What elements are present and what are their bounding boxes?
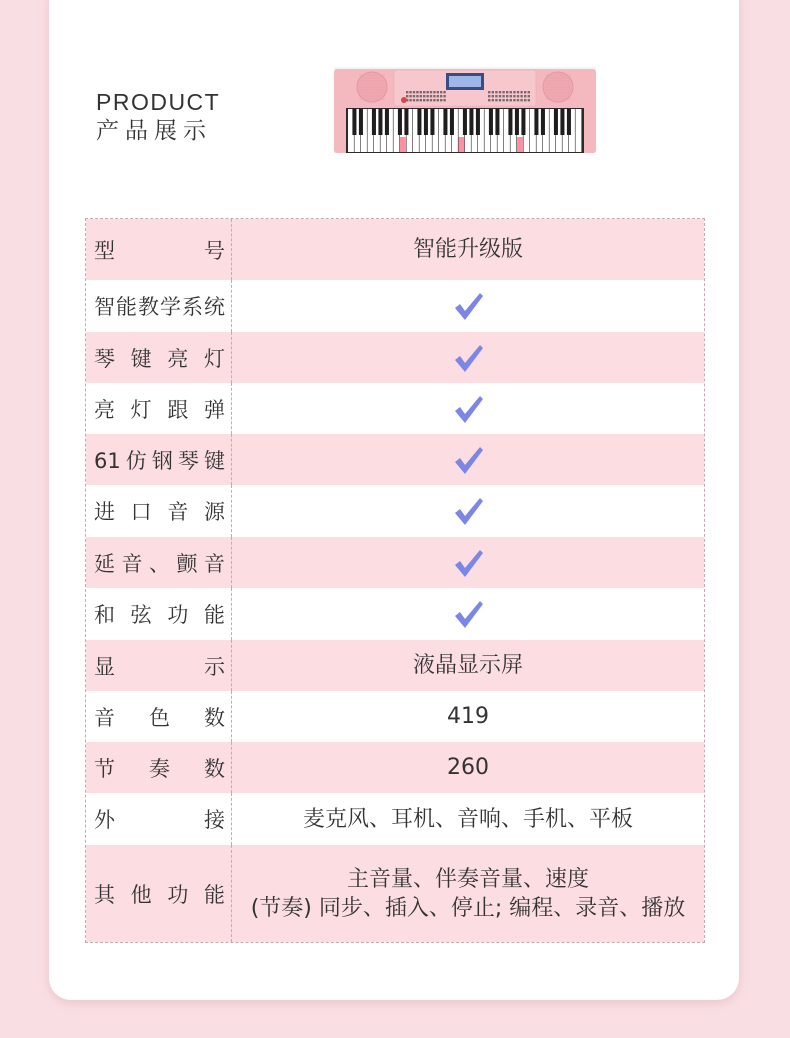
checkmark-icon <box>232 588 704 640</box>
checkmark-icon <box>232 537 704 588</box>
row-label: 音色数 <box>86 691 232 742</box>
row-label: 型号 <box>86 219 232 280</box>
row-value: 260 <box>447 755 489 780</box>
section-title-zh: 产品展示 <box>96 118 212 144</box>
row-label: 亮灯跟弹 <box>86 383 232 434</box>
checkmark-icon <box>232 485 704 537</box>
row-label: 琴键亮灯 <box>86 332 232 383</box>
table-row <box>86 219 704 280</box>
row-label: 显示 <box>86 640 232 691</box>
table-row <box>86 280 704 332</box>
checkmark-icon <box>232 332 704 383</box>
row-label: 节奏数 <box>86 742 232 793</box>
row-value-line-2: (节奏) 同步、插入、停止; 编程、录音、播放 <box>250 895 686 921</box>
table-row <box>86 332 704 383</box>
row-value: 智能升级版 <box>412 237 523 262</box>
pink-electronic-keyboard-image <box>334 67 596 153</box>
table-row <box>86 383 704 434</box>
table-row <box>86 640 704 691</box>
row-value <box>232 845 704 942</box>
row-label: 进口音源 <box>86 485 232 537</box>
row-label: 其他功能 <box>86 845 232 942</box>
table-row <box>86 588 704 640</box>
spec-table <box>85 218 705 943</box>
row-value-line-1: 主音量、伴奏音量、速度 <box>346 866 589 892</box>
checkmark-icon <box>232 434 704 485</box>
table-row <box>86 537 704 588</box>
row-label: 61仿钢琴键 <box>86 434 232 485</box>
row-label: 智能教学系统 <box>86 280 232 332</box>
checkmark-icon <box>232 383 704 434</box>
section-header <box>96 88 220 146</box>
table-row <box>86 485 704 537</box>
row-label: 延音、颤音 <box>86 537 232 588</box>
row-value: 麦克风、耳机、音响、手机、平板 <box>302 806 633 832</box>
table-row <box>86 434 704 485</box>
table-row <box>86 845 704 942</box>
row-value: 液晶显示屏 <box>412 653 523 678</box>
section-title-en: PRODUCT <box>96 89 221 115</box>
checkmark-icon <box>232 280 704 332</box>
row-value: 419 <box>447 704 489 729</box>
row-label: 外接 <box>86 793 232 845</box>
table-row <box>86 691 704 742</box>
row-label: 和弦功能 <box>86 588 232 640</box>
table-row <box>86 742 704 793</box>
table-row <box>86 793 704 845</box>
